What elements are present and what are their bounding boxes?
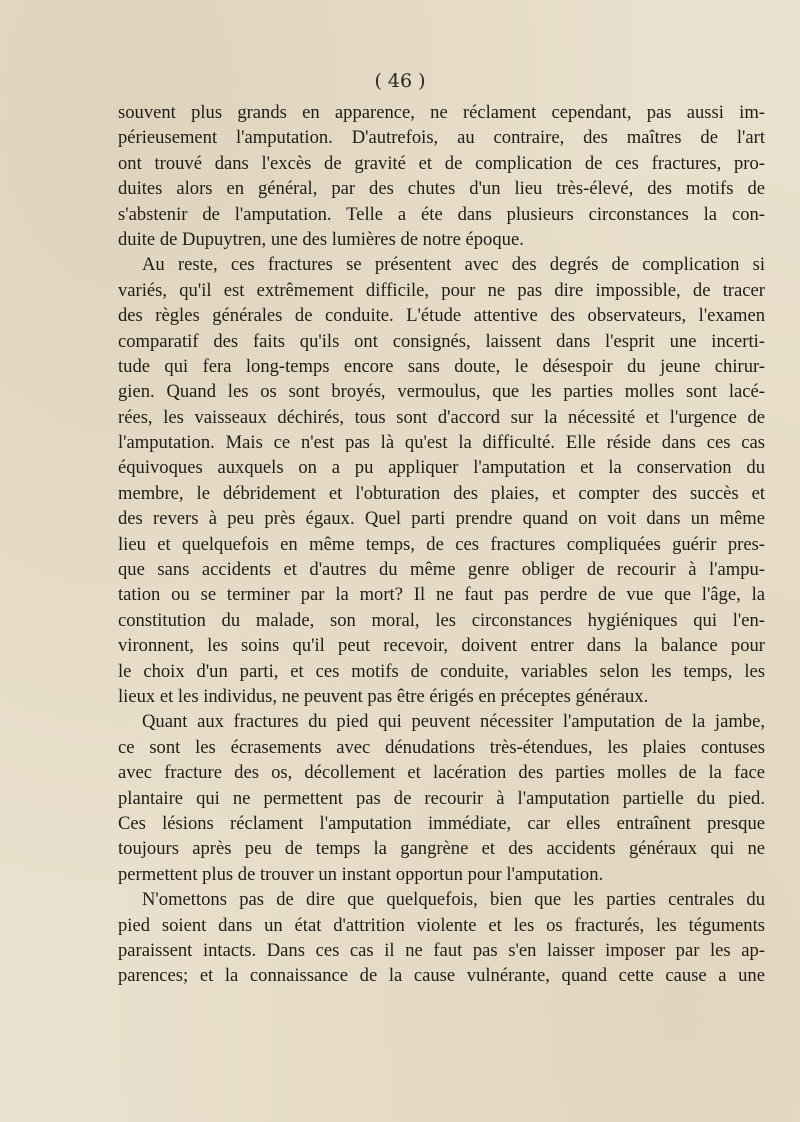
text-line: le choix d'un parti, et ces motifs de conduite, variables selon les temps, les (118, 660, 765, 682)
text-line: Quant aux fractures du pied qui peuvent nécessiter l'amputation de la jambe, (142, 711, 765, 733)
text-line: ont trouvé dans l'excès de gravité et de complication de ces fractures, pro- (118, 152, 765, 174)
text-line: ce sont les écrasements avec dénudations très-étendues, les plaies contuses (118, 736, 765, 758)
text-line: Au reste, ces fractures se présentent avec des degrés de complication si (142, 254, 765, 276)
text-line: des revers à peu près égaux. Quel parti prendre quand on voit dans un même (118, 508, 765, 530)
text-line: pied soient dans un état d'attrition violente et les os fracturés, les téguments (118, 914, 765, 936)
text-line: que sans accidents et d'autres du même genre obliger de recourir à l'ampu- (118, 559, 765, 581)
text-line: paraissent intacts. Dans ces cas il ne faut pas s'en laisser imposer par les ap- (118, 939, 765, 961)
text-line: toujours après peu de temps la gangrène et des accidents généraux qui ne (118, 838, 765, 860)
text-line: rées, les vaisseaux déchirés, tous sont d'accord sur la nécessité et l'urgence de (118, 406, 765, 428)
text-line: variés, qu'il est extrêmement difficile, pour ne pas dire impossible, de tracer (118, 279, 765, 301)
text-line: souvent plus grands en apparence, ne réclament cependant, pas aussi im- (118, 102, 765, 123)
body-text (118, 100, 765, 989)
text-line: tude qui fera long-temps encore sans doute, le désespoir du jeune chirur- (118, 355, 765, 377)
text-line: duite de Dupuytren, une des lumières de notre époque. (118, 228, 524, 250)
text-line: lieux et les individus, ne peuvent pas être érigés en préceptes généraux. (118, 685, 649, 707)
page-number: ( 46 ) (374, 70, 426, 92)
text-line: parences; et la connaissance de la cause vulnérante, quand cette cause a une (118, 965, 765, 987)
text-line: constitution du malade, son moral, les circonstances hygiéniques qui l'en- (118, 609, 765, 631)
text-line: Ces lésions réclament l'amputation immédiate, car elles entraînent presque (118, 812, 765, 834)
text-line: N'omettons pas de dire que quelquefois, bien que les parties centrales du (142, 889, 765, 911)
text-line: périeusement l'amputation. D'autrefois, au contraire, des maîtres de l'art (118, 127, 765, 149)
text-line: duites alors en général, par des chutes d'un lieu très-élevé, des motifs de (118, 178, 765, 200)
text-line: équivoques auxquels on a pu appliquer l'amputation et la conservation du (118, 457, 765, 479)
text-line: s'abstenir de l'amputation. Telle a éte dans plusieurs circonstances la con- (118, 203, 765, 225)
text-line: membre, le débridement et l'obturation des plaies, et compter des succès et (118, 482, 765, 504)
text-line: plantaire qui ne permettent pas de recourir à l'amputation partielle du pied. (118, 787, 765, 809)
text-line: l'amputation. Mais ce n'est pas là qu'est la difficulté. Elle réside dans ces cas (118, 432, 765, 454)
text-line: avec fracture des os, décollement et lacération des parties molles de la face (118, 762, 765, 784)
text-line: des règles générales de conduite. L'étude attentive des observateurs, l'examen (118, 305, 765, 327)
text-line: gien. Quand les os sont broyés, vermoulus, que les parties molles sont lacé- (118, 381, 765, 403)
text-line: comparatif des faits qu'ils ont consignés, laissent dans l'esprit une incerti- (118, 330, 765, 352)
text-line: vironnent, les soins qu'il peut recevoir, doivent entrer dans la balance pour (118, 635, 765, 657)
text-line: tation ou se terminer par la mort? Il ne faut pas perdre de vue que l'âge, la (118, 584, 765, 606)
text-line: permettent plus de trouver un instant opportun pour l'amputation. (118, 863, 604, 885)
text-line: lieu et quelquefois en même temps, de ces fractures compliquées guérir pres- (118, 533, 765, 555)
